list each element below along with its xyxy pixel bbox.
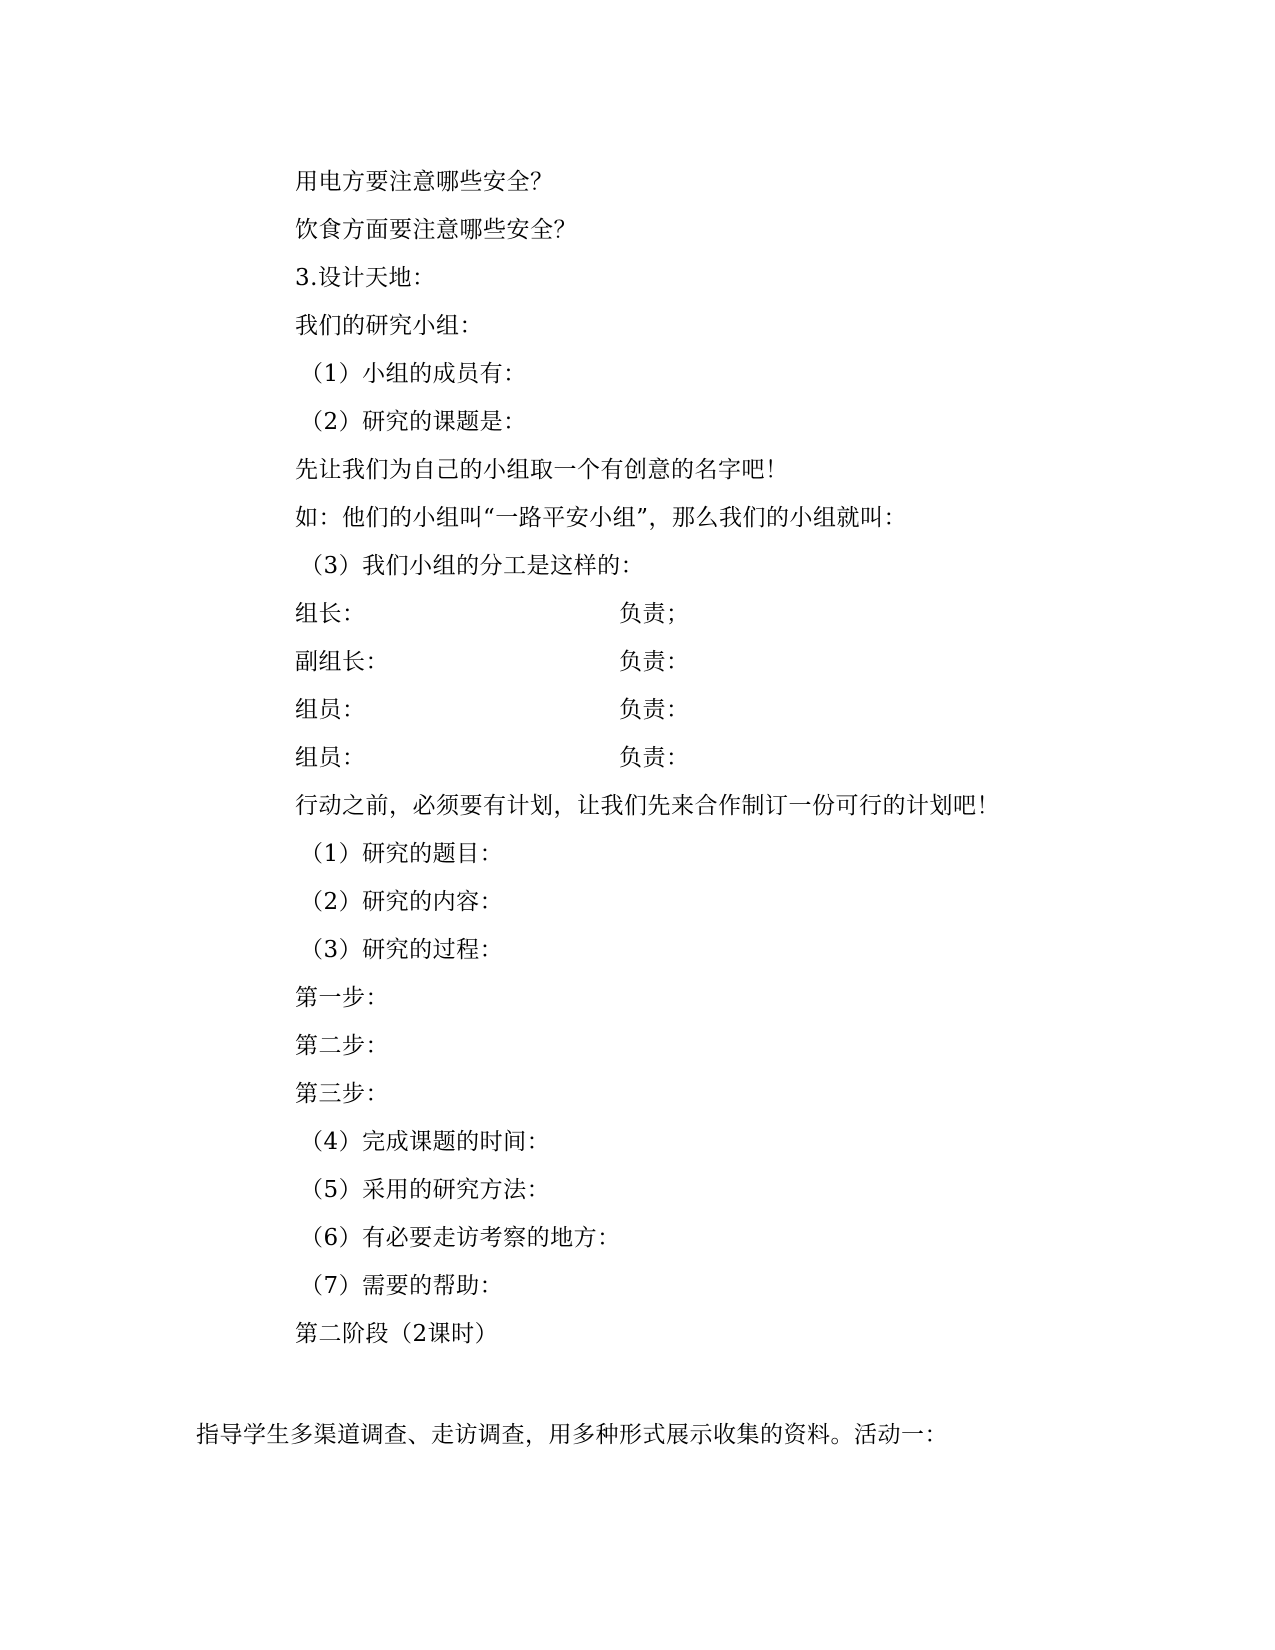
section-heading-design: 3.设计天地：: [295, 265, 436, 291]
text-line-group-name-prompt: 先让我们为自己的小组取一个有创意的名字吧！: [295, 457, 789, 483]
role-duty: 负责：: [619, 697, 690, 723]
list-item-plan: （5）采用的研究方法：: [300, 1177, 551, 1203]
role-duty: 负责；: [619, 601, 690, 627]
list-item-division: （3）我们小组的分工是这样的：: [300, 553, 645, 579]
stage-heading: 第二阶段（2课时）: [295, 1321, 499, 1347]
list-item-step: 第一步：: [295, 985, 389, 1011]
list-item-plan: （2）研究的内容：: [300, 889, 504, 915]
list-item-step: 第二步：: [295, 1033, 389, 1059]
role-name: 组员：: [295, 697, 366, 723]
role-duty: 负责：: [619, 649, 690, 675]
list-item-step: 第三步：: [295, 1081, 389, 1107]
role-duty: 负责：: [619, 745, 690, 771]
list-item-plan: （3）研究的过程：: [300, 937, 504, 963]
list-item-topic: （2）研究的课题是：: [300, 409, 527, 435]
text-line-group-name-example: 如：他们的小组叫“一路平安小组”，那么我们的小组就叫：: [295, 505, 908, 531]
text-line-electricity-safety: 用电方要注意哪些安全？: [295, 169, 554, 195]
list-item-plan: （6）有必要走访考察的地方：: [300, 1225, 621, 1251]
text-line-guidance: 指导学生多渠道调查、走访调查，用多种形式展示收集的资料。活动一：: [196, 1422, 948, 1448]
text-line-research-group: 我们的研究小组：: [295, 313, 483, 339]
list-item-plan: （1）研究的题目：: [300, 841, 504, 867]
text-line-food-safety: 饮食方面要注意哪些安全？: [295, 217, 577, 243]
list-item-plan: （4）完成课题的时间：: [300, 1129, 551, 1155]
role-name: 组员：: [295, 745, 366, 771]
role-name: 副组长：: [295, 649, 389, 675]
text-line-plan-intro: 行动之前，必须要有计划，让我们先来合作制订一份可行的计划吧！: [295, 793, 1000, 819]
role-name: 组长：: [295, 601, 366, 627]
list-item-plan: （7）需要的帮助：: [300, 1273, 504, 1299]
list-item-members: （1）小组的成员有：: [300, 361, 527, 387]
